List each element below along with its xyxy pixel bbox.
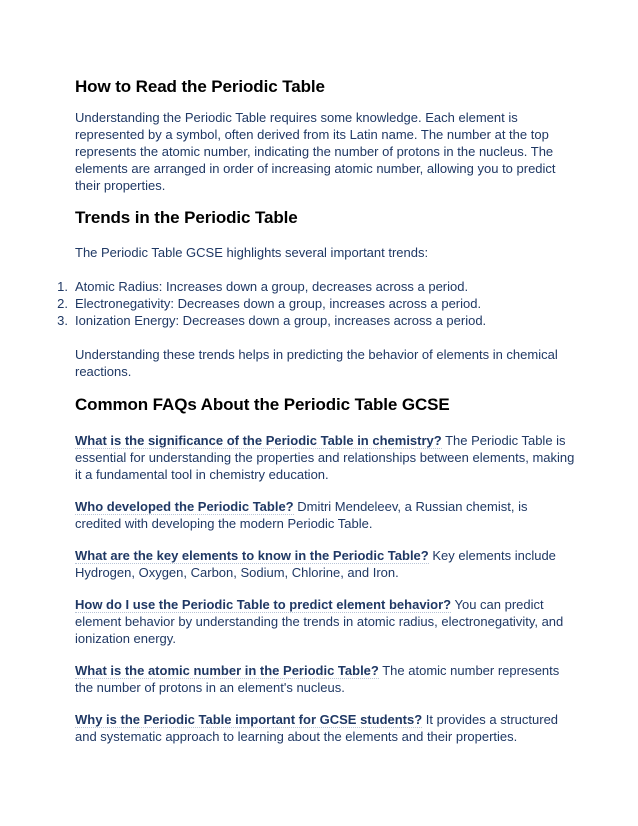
- faq-item: [75, 711, 575, 745]
- section-heading-trends: Trends in the Periodic Table: [75, 208, 298, 227]
- faq-question: What are the key elements to know in the Periodic Table?: [75, 548, 429, 563]
- trends-list-item: [57, 295, 575, 312]
- faq-answer: Key elements include Hydrogen, Oxygen, Carbon, Sodium, Chlorine, and Iron.: [75, 548, 556, 580]
- faq-answer: The atomic number represents the number of protons in an element's nucleus.: [75, 663, 560, 695]
- faq-item: [75, 432, 575, 483]
- paragraph-trends-intro: The Periodic Table GCSE highlights several important trends:: [75, 245, 429, 260]
- trends-list-item: [57, 278, 575, 295]
- faq-answer: Dmitri Mendeleev, a Russian chemist, is credited with developing the modern Periodic Table.: [75, 499, 528, 531]
- faq-answer: The Periodic Table is essential for understanding the properties and relationships between elements, making it a fundamental tool in chemistry education.: [75, 433, 575, 482]
- paragraph-how-to-read: Understanding the Periodic Table requires some knowledge. Each element is represented by a symbol, often derived from its Latin name. The number at the top represents the atomic number, indicating the number of protons in the nucleus. The elements are arranged in order of increasing atomic number, allowing you to predict their properties.: [75, 110, 556, 193]
- list-item-text: Electronegativity: Decreases down a group, increases across a period.: [75, 296, 482, 311]
- trends-list: [57, 278, 575, 329]
- document-page: [57, 76, 575, 745]
- section-heading-how-to-read: How to Read the Periodic Table: [75, 77, 325, 96]
- faq-item: [75, 547, 575, 581]
- faq-answer: It provides a structured and systematic approach to learning about the elements and their properties.: [75, 712, 559, 744]
- list-item-text: Atomic Radius: Increases down a group, decreases across a period.: [75, 279, 469, 294]
- faq-answer: You can predict element behavior by understanding the trends in atomic radius, electronegativity, and ionization energy.: [75, 597, 564, 646]
- list-number: 2.: [57, 296, 68, 311]
- faq-question: How do I use the Periodic Table to predict element behavior?: [75, 597, 452, 612]
- trends-list-item: [57, 312, 575, 329]
- faq-item: [75, 596, 575, 647]
- list-number: 1.: [57, 279, 68, 294]
- faq-item: [75, 662, 575, 696]
- list-item-text: Ionization Energy: Decreases down a group, increases across a period.: [75, 313, 487, 328]
- paragraph-trends-outro: Understanding these trends helps in predicting the behavior of elements in chemical reactions.: [75, 347, 558, 379]
- faq-question: Who developed the Periodic Table?: [75, 499, 294, 514]
- faq-item: [75, 498, 575, 532]
- list-number: 3.: [57, 313, 68, 328]
- faq-question: What is the atomic number in the Periodic Table?: [75, 663, 379, 678]
- faq-question: Why is the Periodic Table important for GCSE students?: [75, 712, 423, 727]
- faq-question: What is the significance of the Periodic Table in chemistry?: [75, 433, 442, 448]
- section-heading-faq: Common FAQs About the Periodic Table GCSE: [75, 395, 450, 414]
